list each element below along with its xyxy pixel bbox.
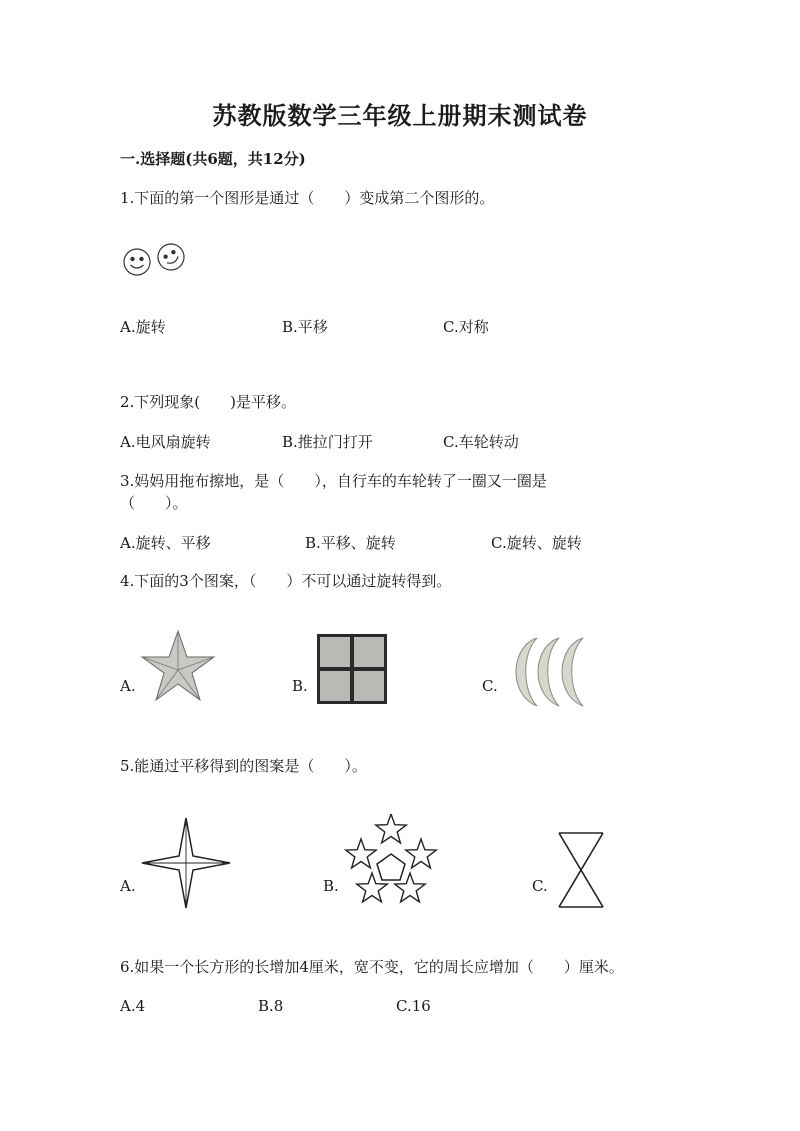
pentagon-stars-figure — [342, 814, 440, 906]
question-3-option-c[interactable]: C.旋转、旋转 — [491, 534, 582, 552]
question-6-text: 6.如果一个长方形的长增加4厘米，宽不变，它的周长应增加（ ）厘米。 — [120, 958, 624, 976]
question-6-option-a[interactable]: A.4 — [120, 997, 146, 1015]
four-point-star-figure — [140, 816, 232, 910]
small-star-1 — [376, 814, 406, 843]
question-4-text: 4.下面的3个图案，（ ）不可以通过旋转得到。 — [120, 572, 452, 590]
smiley-faces-figure — [118, 240, 190, 276]
question-4-option-c[interactable]: C. — [482, 677, 498, 695]
center-pentagon — [377, 854, 405, 880]
smiley-face-upright-icon — [124, 249, 150, 275]
question-2-option-a[interactable]: A.电风扇旋转 — [120, 433, 211, 451]
question-1-text: 1.下面的第一个图形是通过（ ）变成第二个图形的。 — [120, 189, 495, 207]
question-3-option-b[interactable]: B.平移、旋转 — [305, 534, 396, 552]
question-3-option-a[interactable]: A.旋转、平移 — [120, 534, 211, 552]
question-5-option-a[interactable]: A. — [120, 877, 136, 895]
small-star-4 — [357, 873, 387, 902]
question-1-option-a[interactable]: A.旋转 — [120, 318, 166, 336]
crescents-figure — [505, 636, 589, 708]
question-1-option-c[interactable]: C.对称 — [443, 318, 489, 336]
small-star-5 — [346, 839, 376, 868]
question-5-text: 5.能通过平移得到的图案是（ ）。 — [120, 757, 367, 775]
small-star-2 — [406, 839, 436, 868]
question-5-option-b[interactable]: B. — [323, 877, 339, 895]
small-star-3 — [395, 873, 425, 902]
question-1-option-b[interactable]: B.平移 — [282, 318, 328, 336]
question-3-text-line-2: （ ）。 — [120, 494, 188, 512]
question-2-option-c[interactable]: C.车轮转动 — [443, 433, 519, 451]
question-2-option-b[interactable]: B.推拉门打开 — [282, 433, 373, 451]
question-4-option-b[interactable]: B. — [292, 677, 308, 695]
smiley-face-rotated-icon — [153, 240, 189, 275]
question-3-text-line-1: 3.妈妈用拖布擦地，是（ ），自行车的车轮转了一圈又一圈是 — [120, 472, 547, 490]
question-6-option-b[interactable]: B.8 — [258, 997, 284, 1015]
four-squares-figure — [316, 633, 388, 705]
question-6-option-c[interactable]: C.16 — [396, 997, 431, 1015]
section-heading: 一.选择题(共6题，共12分) — [120, 150, 306, 168]
star-figure — [140, 629, 216, 703]
question-4-option-a[interactable]: A. — [120, 677, 136, 695]
page-title: 苏教版数学三年级上册期末测试卷 — [212, 101, 588, 130]
hourglass-figure — [556, 830, 606, 910]
question-5-option-c[interactable]: C. — [532, 877, 548, 895]
question-2-text: 2.下列现象( )是平移。 — [120, 393, 297, 411]
